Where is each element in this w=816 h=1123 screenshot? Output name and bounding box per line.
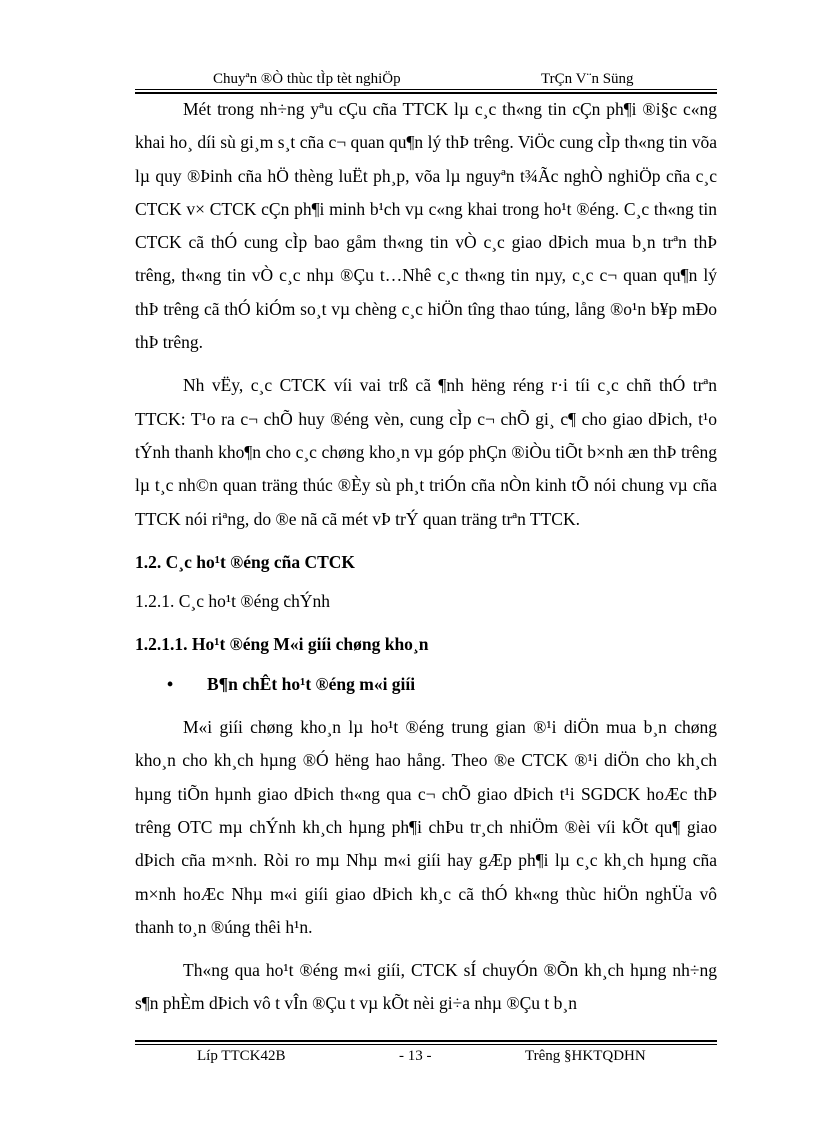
paragraph: Th«ng qua ho¹t ®éng m«i giíi, CTCK sÍ chuyÓn ®Õn kh¸ch hµng nh÷ng s¶n phÈm dÞich vô t vÎn ®Çu t vµ kÕt nèi gi÷a nhµ ®Çu t b¸n: [135, 960, 717, 1014]
subsection-heading: 1.2.1. C¸c ho¹t ®éng chÝnh: [135, 591, 330, 612]
page-number: - 13 -: [399, 1048, 432, 1064]
subsubsection-heading: 1.2.1.1. Ho¹t ®éng M«i giíi chøng kho¸n: [135, 634, 429, 655]
paragraph: Nh vËy, c¸c CTCK víi vai trß cã ¶nh hëng réng r·i tíi c¸c chñ thÓ trªn TTCK: T¹o ra c¬ chÕ huy ®éng vèn, cung cÌp c¬ chÕ gi¸ c¶ cho giao dÞich, t¹o tÝnh thanh kho¶n cho c¸c chøng kho¸n vµ góp phÇn ®iÒu tiÕt b×nh æn thÞ trêng lµ t¸c nh©n quan träng thúc ®Èy sù ph¸t triÓn cña nÒn kinh tÕ nói chung vµ cña TTCK nói riªng, do ®e nã cã mét vÞ trÝ quan träng trªn TTCK.: [135, 375, 717, 529]
footer-rule-thick: [135, 1040, 717, 1042]
bullet-text: B¶n chÊt ho¹t ®éng m«i giíi: [207, 673, 416, 694]
section-heading: 1.2. C¸c ho¹t ®éng cña CTCK: [135, 551, 356, 572]
paragraph: M«i giíi chøng kho¸n lµ ho¹t ®éng trung gian ®¹i diÖn mua b¸n chøng kho¸n cho kh¸ch hµng ®Ó hëng hao hång. Theo ®e CTCK ®¹i diÖn cho kh¸ch hµng tiÕn hµnh giao dÞich th«ng qua c¬ chÕ giao dÞich t¹i SGDCK hoÆc thÞ trêng OTC mµ chÝnh kh¸ch hµng ph¶i chÞu tr¸ch nhiÖm ®èi víi kÕt qu¶ giao dÞich cña m×nh. Ròi ro mµ Nhµ m«i giíi hay gÆp ph¶i lµ c¸c kh¸ch hµng cña m×nh hoÆc Nhµ m«i giíi giao dÞich kh¸c cã thÓ kh«ng thùc hiÖn nghÜa vô thanh to¸n ®úng thêi h¹n.: [135, 717, 717, 937]
footer-rule: [135, 1044, 717, 1045]
header-topic: Chuyªn ®Ò thùc tÌp tèt nghiÖp: [213, 71, 401, 87]
bullet-icon: •: [167, 673, 174, 694]
paragraph: Mét trong nh÷ng yªu cÇu cña TTCK lµ c¸c th«ng tin cÇn ph¶i ®i§c c«ng khai ho¸ díi sù gi¸m s¸t cña c¬ quan qu¶n lý thÞ trêng. ViÖc cung cÌp th«ng tin võa lµ quy ®Þinh cña hÖ thèng luËt ph¸p, võa lµ nguyªn t¾Ãc nghÒ nghiÖp cña c¸c CTCK v× CTCK cÇn ph¶i minh b¹ch vµ c«ng khai trong ho¹t ®éng. C¸c th«ng tin CTCK cã thÓ cung cÌp bao gåm th«ng tin vÒ c¸c giao dÞich mua b¸n trªn thÞ trêng, th«ng tin vÒ c¸c nhµ ®Çu t…Nhê c¸c th«ng tin nµy, c¸c c¬ quan qu¶n lý thÞ trêng cã thÓ kiÓm so¸t vµ chèng c¸c hiÖn tîng thao túng, lång ®o¹n b¥p mÐo thÞ trêng.: [135, 99, 717, 353]
bullet-item: [135, 668, 717, 701]
page-body: [135, 93, 717, 1021]
header-author: TrÇn V¨n Süng: [541, 71, 634, 87]
page-header: [135, 68, 717, 90]
footer-class: Líp TTCK42B: [197, 1048, 286, 1064]
footer-school: Trêng §HKTQDHN: [525, 1048, 646, 1064]
header-rule: [135, 89, 717, 90]
